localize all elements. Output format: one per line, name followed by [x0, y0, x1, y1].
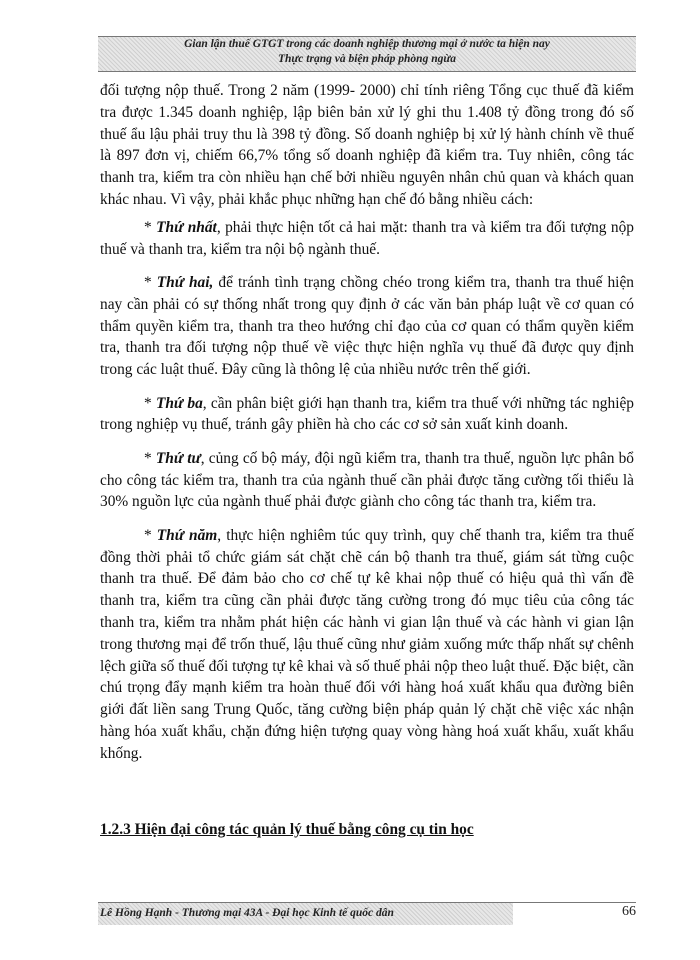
list-item-third [100, 393, 634, 437]
item-text: , cần phân biệt giới hạn thanh tra, kiểm tra thuế với những tác nghiệp trong nghiệp vụ thuế, tránh gây phiền hà cho các cơ sở sản xuất kinh doanh. [100, 394, 634, 434]
section-heading [100, 820, 634, 840]
list-item-first [100, 217, 634, 261]
footer-rule [513, 902, 636, 903]
item-label: Thứ tư [155, 449, 201, 467]
paragraph-intro: đối tượng nộp thuế. Trong 2 năm (1999- 2000) chỉ tính riêng Tổng cục thuế đã kiểm tra được 1.345 doanh nghiệp, lập biên bản xử lý ghi thu 1.408 tỷ đồng trong đó số thuế ẩu lậu phải truy thu là 398 tỷ đồng. Số doanh nghiệp bị xử lý hành chính về thuế là 897 đơn vị, chiếm 66,7% tổng số doanh nghiệp đã kiểm tra. Tuy nhiên, công tác thanh tra, kiểm tra còn nhiều hạn chế bởi nhiều nguyên nhân chủ quan và khách quan khác nhau. Vì vậy, phải khắc phục những hạn chế đó bằng nhiều cách: [100, 82, 634, 208]
running-header [98, 37, 636, 67]
list-item-fourth [100, 448, 634, 513]
item-label: Thứ nhất [156, 218, 217, 236]
item-bullet: * [144, 526, 157, 544]
item-label: Thứ năm [156, 526, 218, 544]
list-item-second [100, 272, 634, 381]
body-text [100, 80, 634, 776]
header-subtitle: Thực trạng và biện pháp phòng ngừa [277, 53, 456, 65]
item-bullet: * [144, 218, 157, 236]
running-footer: Lê Hồng Hạnh - Thương mại 43A - Đại học Kinh tế quốc dân [100, 907, 394, 919]
section-heading-text: 1.2.3 Hiện đại công tác quản lý thuế bằng công cụ tin học [100, 821, 474, 838]
header-title: Gian lận thuế GTGT trong các doanh nghiệp thương mại ở nước ta hiện nay [184, 38, 550, 50]
item-text: , phải thực hiện tốt cả hai mặt: thanh tra và kiểm tra đối tượng nộp thuế và thanh tra, kiểm tra nội bộ ngành thuế. [100, 218, 635, 258]
item-bullet: * [144, 449, 156, 467]
item-text: để tránh tình trạng chồng chéo trong kiểm tra, thanh tra thuế hiện nay cần phải có sự thống nhất trong quy định ở các văn bản pháp luật về cơ quan có thẩm quyền kiểm tra, thanh tra theo hướng chỉ đạo của cơ quan có thẩm quyền kiểm tra, thanh tra đối tượng nộp thuế về việc thực hiện nghĩa vụ thuế đã được quy định trong các luật thuế. Đây cũng là thông lệ của nhiều nước trên thế giới. [100, 273, 634, 379]
list-item-fifth [100, 525, 634, 765]
item-label: Thứ hai, [156, 273, 214, 291]
item-text: , thực hiện nghiêm túc quy trình, quy chế thanh tra, kiểm tra thuế đồng thời phải tổ chức giám sát chặt chẽ cán bộ thanh tra thuế, giám sát từng cuộc thanh tra thuế. Để đảm bảo cho cơ chế tự kê khai nộp thuế có hiệu quả thì vấn đề thanh tra, kiểm tra cũng cần phải được tăng cường trong đó mục tiêu của công tác thanh tra, kiểm tra nhằm phát hiện các hành vi gian lận thuế và các hành vi gian lận trong thương mại để trốn thuế, lậu thuế cũng như giảm xuống mức thấp nhất sự chênh lệch giữa số thuế đối tượng tự kê khai và số thuế phải nộp theo luật thuế. Đặc biệt, cần chú trọng đẩy mạnh kiểm tra hoàn thuế đối với hàng hoá xuất khẩu qua đường biên giới đất liền sang Trung Quốc, tăng cường biện pháp quản lý chặt chẽ việc xác nhận hàng hóa xuất khẩu, chặn đứng hiện tượng quay vòng hàng hoá xuất khẩu, xuất khẩu khống. [100, 526, 634, 762]
page-number: 66 [622, 904, 636, 919]
item-label: Thứ ba [155, 394, 203, 412]
item-bullet: * [144, 394, 156, 412]
item-text: , củng cố bộ máy, đội ngũ kiểm tra, thanh tra thuế, nguồn lực phân bổ cho công tác kiểm tra, thanh tra của ngành thuế cần phải được tăng cường tối thiểu là 30% nguồn lực của ngành thuế phải được giành cho công tác thanh tra, kiểm tra. [100, 449, 634, 511]
item-bullet: * [144, 273, 157, 291]
